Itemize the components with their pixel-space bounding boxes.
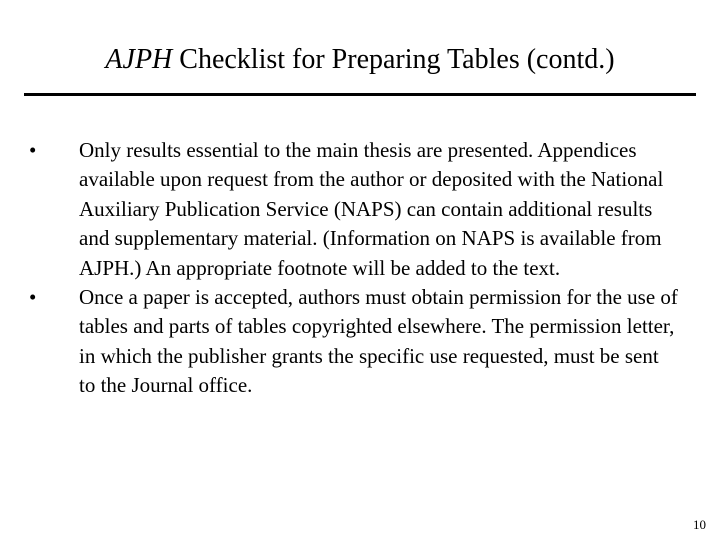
bullet-item-2 [0, 283, 720, 401]
bullet-text-1: Only results essential to the main thesis are presented. Appendices available upon request from the author or deposited with the National Auxiliary Publication Service (NAPS) can contain additional results and supplementary material. (Information on NAPS is available from AJPH.) An appropriate footnote will be added to the text. [79, 138, 664, 280]
bullet-text-2: Once a paper is accepted, authors must obtain permission for the use of tables and parts of tables copyrighted elsewhere. The permission letter, in which the publisher grants the specific use requested, must be sent to the Journal office. [79, 285, 678, 398]
title-divider [24, 93, 696, 96]
page-number: 10 [693, 517, 706, 532]
title-text: Checklist for Preparing Tables (contd.) [172, 44, 615, 75]
bullet-list [0, 136, 720, 401]
bullet-icon: • [29, 138, 37, 162]
title-journal-name: AJPH [105, 44, 173, 75]
bullet-item-1 [0, 136, 720, 283]
slide-title [0, 40, 720, 80]
bullet-icon: • [29, 285, 37, 310]
